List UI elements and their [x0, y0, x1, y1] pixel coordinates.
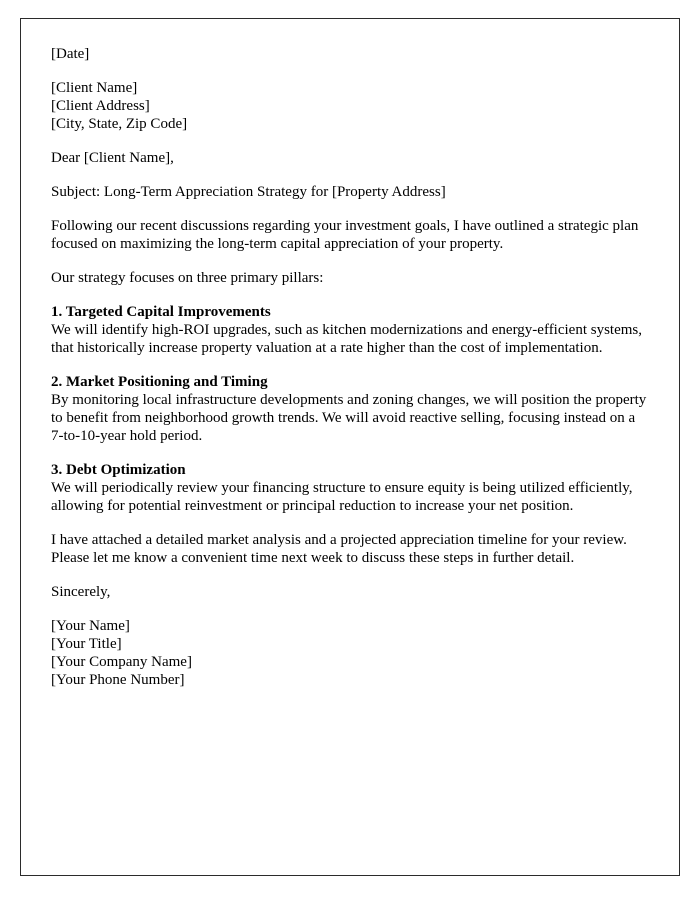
- date-line: [Date]: [51, 46, 90, 62]
- recipient-address: [Client Address]: [51, 98, 150, 114]
- signature-name: [Your Name]: [51, 618, 130, 634]
- intro-paragraph: Following our recent discussions regarding your investment goals, I have outlined a strategic plan focused on maximizing the long-term capital appreciation of your property.: [51, 218, 639, 252]
- signature-phone: [Your Phone Number]: [51, 672, 185, 688]
- section-heading: 3. Debt Optimization: [51, 462, 186, 478]
- section-market-positioning: [51, 373, 649, 445]
- subject-line: Subject: Long-Term Appreciation Strategy for [Property Address]: [51, 184, 446, 200]
- letter-body: [51, 45, 649, 689]
- signature-company: [Your Company Name]: [51, 654, 192, 670]
- signature-block: [51, 617, 649, 689]
- section-body: By monitoring local infrastructure developments and zoning changes, we will position the property to benefit from neighborhood growth trends. We will avoid reactive selling, focusing instead on a 7-to-10-year hold period.: [51, 392, 647, 444]
- valediction: Sincerely,: [51, 584, 111, 600]
- pillars-intro: Our strategy focuses on three primary pillars:: [51, 270, 324, 286]
- section-debt-optimization: [51, 461, 649, 515]
- section-heading: 1. Targeted Capital Improvements: [51, 304, 271, 320]
- recipient-name: [Client Name]: [51, 80, 138, 96]
- section-body: We will periodically review your financing structure to ensure equity is being utilized efficiently, allowing for potential reinvestment or principal reduction to increase your net position.: [51, 480, 633, 514]
- closing-paragraph: I have attached a detailed market analysis and a projected appreciation timeline for your review. Please let me know a convenient time next week to discuss these steps in further detail.: [51, 532, 627, 566]
- section-heading: 2. Market Positioning and Timing: [51, 374, 268, 390]
- salutation: Dear [Client Name],: [51, 150, 174, 166]
- letter-border-frame: [20, 18, 680, 876]
- section-capital-improvements: [51, 303, 649, 357]
- recipient-block: [51, 79, 649, 133]
- signature-title: [Your Title]: [51, 636, 122, 652]
- recipient-city-state-zip: [City, State, Zip Code]: [51, 116, 188, 132]
- section-body: We will identify high-ROI upgrades, such as kitchen modernizations and energy-efficient systems, that historically increase property valuation at a rate higher than the cost of implementation.: [51, 322, 643, 356]
